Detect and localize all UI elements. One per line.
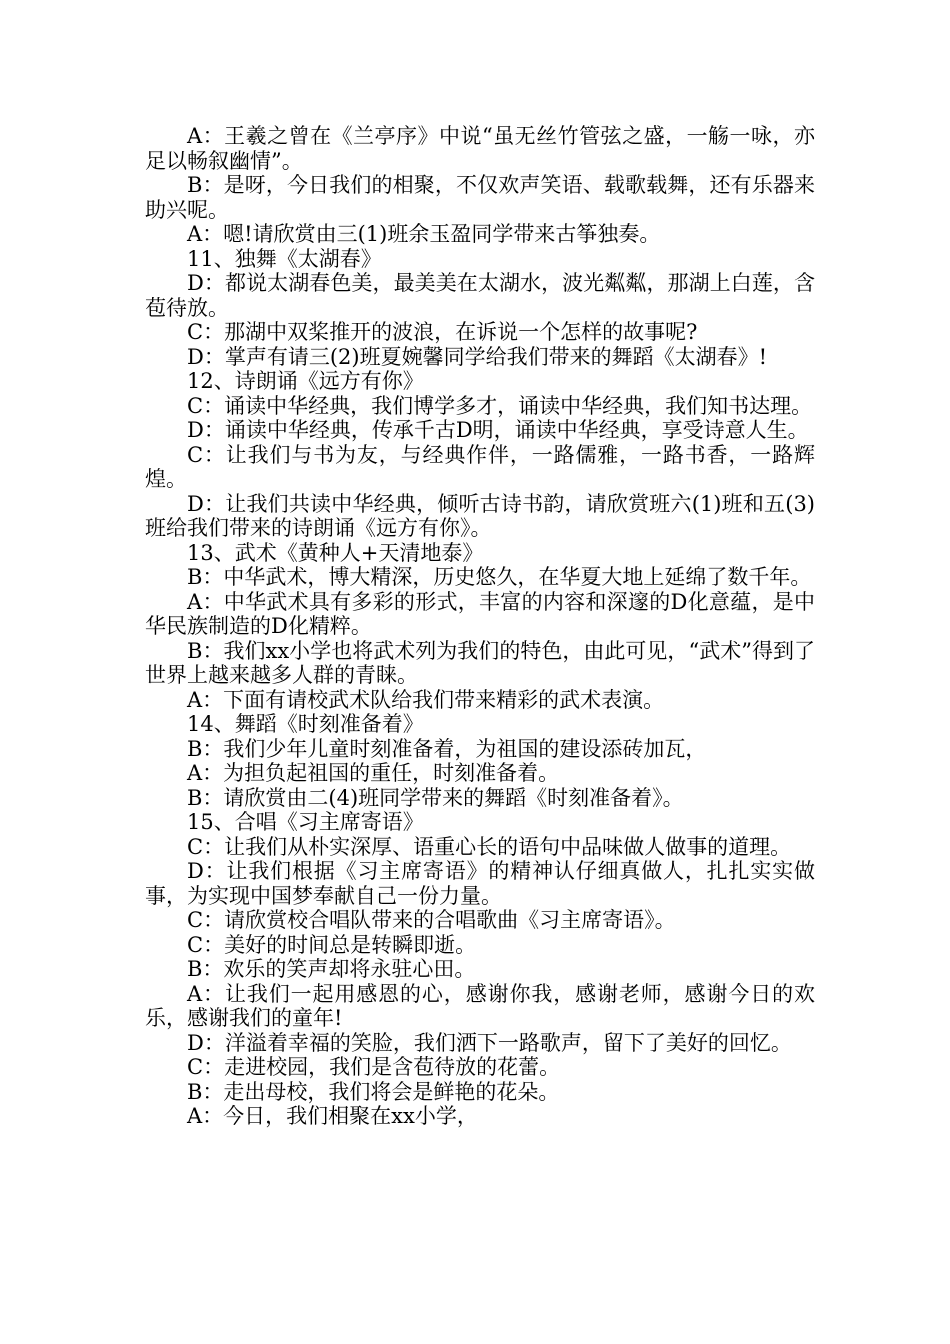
paragraph: C：请欣赏校合唱队带来的合唱歌曲《习主席寄语》。 — [187, 908, 676, 932]
paragraph: D：诵读中华经典，传承千古D明，诵读中华经典，享受诗意人生。 — [187, 418, 809, 442]
section-heading: 14、舞蹈《时刻准备着》 — [187, 712, 424, 736]
paragraph: D：洋溢着幸福的笑脸，我们洒下一路歌声，留下了美好的回忆。 — [187, 1030, 792, 1055]
paragraph: B：我们少年儿童时刻准备着，为祖国的建设添砖加瓦， — [187, 736, 707, 761]
paragraph: B：中华武术，博大精深，历史悠久，在华夏大地上延绵了数千年。 — [187, 565, 812, 589]
section-heading: 12、诗朗诵《远方有你》 — [187, 369, 424, 393]
paragraph: A：为担负起祖国的重任，时刻准备着。 — [187, 761, 560, 785]
paragraph: B：欢乐的笑声却将永驻心田。 — [187, 957, 476, 981]
paragraph: D：掌声有请三(2)班夏婉馨同学给我们带来的舞蹈《太湖春》! — [187, 344, 768, 369]
paragraph: B：请欣赏由二(4)班同学带来的舞蹈《时刻准备着》。 — [187, 785, 684, 810]
paragraph: C：诵读中华经典，我们博学多才，诵读中华经典，我们知书达理。 — [187, 393, 813, 418]
paragraph: C：让我们与书为友，与经典作伴，一路儒雅，一路书香，一路辉煌。 — [145, 442, 815, 491]
paragraph: B：是呀，今日我们的相聚，不仅欢声笑语、载歌载舞，还有乐器来助兴呢。 — [145, 173, 815, 222]
section-heading: 15、合唱《习主席寄语》 — [187, 810, 424, 834]
paragraph: D：让我们共读中华经典，倾听古诗书韵，请欣赏班六(1)班和五(3)班给我们带来的诗朗诵《远方有你》。 — [145, 491, 815, 540]
paragraph: C：那湖中双桨推开的波浪，在诉说一个怎样的故事呢? — [187, 320, 698, 344]
paragraph: B：走出母校，我们将会是鲜艳的花朵。 — [187, 1079, 560, 1104]
paragraph: C：美好的时间总是转瞬即逝。 — [187, 932, 477, 957]
paragraph: C：走进校园，我们是含苞待放的花蕾。 — [187, 1055, 561, 1079]
paragraph: A：嗯!请欣赏由三(1)班余玉盈同学带来古筝独奏。 — [187, 222, 661, 246]
paragraph: A：今日，我们相聚在xx小学， — [187, 1104, 478, 1128]
paragraph: D：都说太湖春色美，最美美在太湖水，波光粼粼，那湖上白莲，含苞待放。 — [145, 271, 815, 320]
paragraph: A：让我们一起用感恩的心，感谢你我，感谢老师，感谢今日的欢乐，感谢我们的童年! — [145, 981, 815, 1030]
paragraph: A：下面有请校武术队给我们带来精彩的武术表演。 — [187, 687, 665, 712]
paragraph: A：王羲之曾在《兰亭序》中说“虽无丝竹管弦之盛，一觞一咏，亦足以畅叙幽情”。 — [145, 124, 815, 173]
paragraph: B：我们xx小学也将武术列为我们的特色，由此可见，“武术”得到了世界上越来越多人群的青睐。 — [145, 638, 815, 687]
document-body — [145, 124, 815, 1129]
paragraph: A：中华武术具有多彩的形式，丰富的内容和深邃的D化意蕴，是中华民族制造的D化精粹。 — [145, 589, 815, 638]
paragraph: D：让我们根据《习主席寄语》的精神认仔细真做人，扎扎实实做事，为实现中国梦奉献自己一份力量。 — [145, 859, 815, 908]
section-heading: 13、武术《黄种人+天清地泰》 — [187, 540, 484, 565]
paragraph: C：让我们从朴实深厚、语重心长的语句中品味做人做事的道理。 — [187, 834, 792, 859]
section-heading: 11、独舞《太湖春》 — [187, 246, 382, 271]
